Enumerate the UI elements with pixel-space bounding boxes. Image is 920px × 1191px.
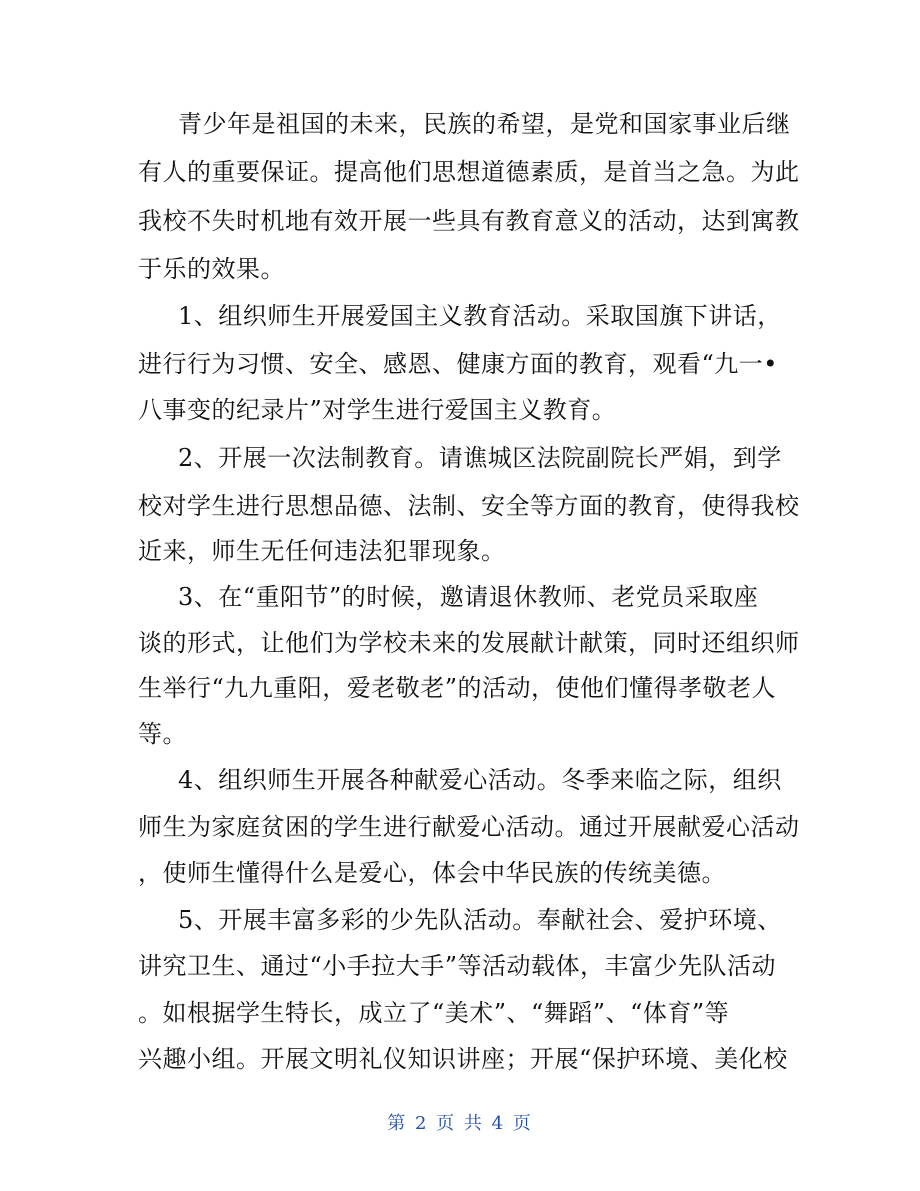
paragraph-5-line-3: ，使师生懂得什么是爱心，体会中华民族的传统美德。	[138, 859, 726, 887]
paragraph-2-line-2: 进行行为习惯、安全、感恩、健康方面的教育，观看“九一•	[138, 350, 778, 378]
paragraph-3-line-1: 2、开展一次法制教育。请谯城区法院副院长严娟，到学	[178, 444, 782, 472]
paragraph-1-line-1: 青少年是祖国的未来，民族的希望，是党和国家事业后继	[178, 110, 791, 138]
paragraph-4-line-2: 谈的形式，让他们为学校未来的发展献计献策，同时还组织师	[138, 629, 800, 657]
paragraph-4-line-3: 生举行“九九重阳，爱老敬老”的活动，使他们懂得孝敬老人	[138, 674, 777, 702]
paragraph-1-line-4: 于乐的效果。	[138, 255, 285, 283]
page-number-footer: 第 2 页 共 4 页	[387, 1113, 533, 1134]
paragraph-6-line-2: 讲究卫生、通过“小手拉大手”等活动载体，丰富少先队活动	[138, 952, 777, 980]
paragraph-2-line-1: 1、组织师生开展爱国主义教育活动。采取国旗下讲话，	[178, 302, 782, 330]
paragraph-5-line-1: 4、组织师生开展各种献爱心活动。冬季来临之际，组织	[178, 766, 782, 794]
paragraph-1-line-2: 有人的重要保证。提高他们思想道德素质，是首当之急。为此	[138, 158, 800, 186]
paragraph-1-line-3: 我校不失时机地有效开展一些具有教育意义的活动，达到寓教	[138, 207, 800, 235]
paragraph-6-line-3: 。如根据学生特长，成立了“美术”、“舞蹈”、“体育”等	[138, 999, 730, 1027]
paragraph-3-line-2: 校对学生进行思想品德、法制、安全等方面的教育，使得我校	[138, 492, 800, 520]
paragraph-3-line-3: 近来，师生无任何违法犯罪现象。	[138, 537, 506, 565]
paragraph-6-line-4: 兴趣小组。开展文明礼仪知识讲座；开展“保护环境、美化校	[138, 1045, 788, 1073]
paragraph-2-line-3: 八事变的纪录片”对学生进行爱国主义教育。	[138, 396, 617, 424]
paragraph-4-line-1: 3、在“重阳节”的时候，邀请退休教师、老党员采取座	[178, 583, 759, 611]
paragraph-4-line-4: 等。	[138, 720, 187, 748]
paragraph-5-line-2: 师生为家庭贫困的学生进行献爱心活动。通过开展献爱心活动	[138, 813, 800, 841]
paragraph-6-line-1: 5、开展丰富多彩的少先队活动。奉献社会、爱护环境、	[178, 906, 782, 934]
